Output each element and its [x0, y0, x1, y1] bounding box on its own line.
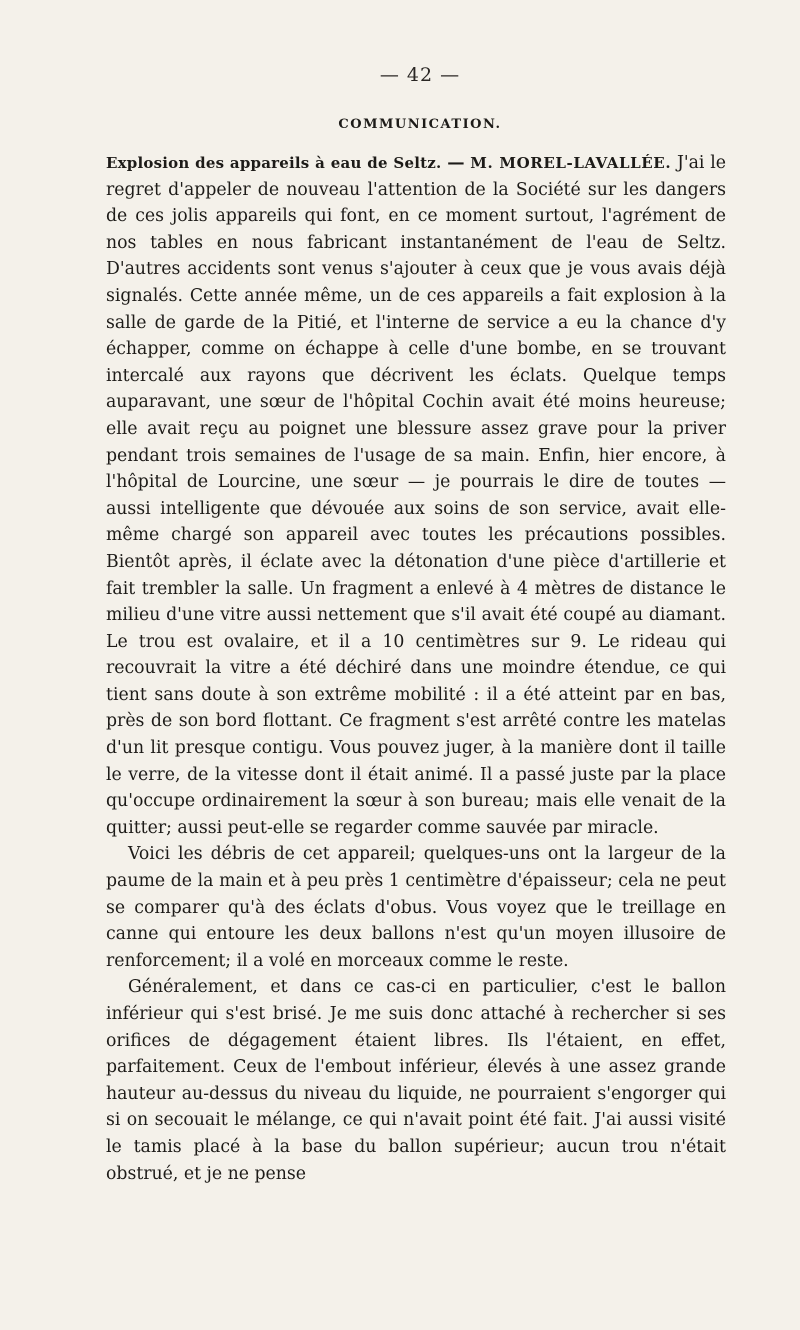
- paragraph-3: Généralement, et dans ce cas-ci en particulier, c'est le ballon inférieur qui s'est brisé. Je me suis donc attaché à rechercher si ses orifices de dégagement étaient libres. Ils l'étaient, en effet, parfaitement. Ceux de l'embout inférieur, élevés à une assez grande hauteur au-dessus du niveau du liquide, ne pourraient s'engorger qui si on secouait le mélange, ce qui n'avait point été fait. J'ai aussi visité le tamis placé à la base du ballon supérieur; aucun trou n'était obstrué, et je ne pense: [106, 977, 726, 1184]
- title-dash: —: [447, 153, 465, 173]
- paragraph-1: [106, 150, 726, 841]
- paragraph-2: Voici les débris de cet appareil; quelques-uns ont la largeur de la paume de la main et à peu près 1 centimètre d'épaisseur; cela ne peut se comparer qu'à des éclats d'obus. Vous voyez que le treillage en canne qui entoure les deux ballons n'est qu'un moyen illusoire de renforcement; il a volé en morceaux comme le reste.: [106, 844, 726, 971]
- article-title: Explosion des appareils à eau de Seltz.: [106, 154, 442, 172]
- article-body: [106, 150, 726, 1187]
- paragraph-text: J'ai le regret d'appeler de nouveau l'attention de la Société sur les dangers de ces jolis appareils qui font, en ce moment surtout, l'agrément de nos tables en nous fabricant instantanément de l'eau de Seltz. D'autres accidents sont venus s'ajouter à ceux que je vous avais déjà signalés. Cette année même, un de ces appareils a fait explosion à la salle de garde de la Pitié, et l'interne de service a eu la chance d'y échapper, comme on échappe à celle d'une bombe, en se trouvant intercalé aux rayons que décrivent les éclats. Quelque temps auparavant, une sœur de l'hôpital Cochin avait été moins heureuse; elle avait reçu au poignet une blessure assez grave pour la priver pendant trois semaines de l'usage de sa main. Enfin, hier encore, à l'hôpital de Lourcine, une sœur — je pourrais le dire de toutes — aussi intelligente que dévouée aux soins de son service, avait elle-même chargé son appareil avec toutes les précautions possibles. Bientôt après, il éclate avec la détonation d'une pièce d'artillerie et fait trembler la salle. Un fragment a enlevé à 4 mètres de distance le milieu d'une vitre aussi nettement que s'il avait été coupé au diamant. Le trou est ovalaire, et il a 10 centimètres sur 9. Le rideau qui recouvrait la vitre a été déchiré dans une moindre étendue, ce qui tient sans doute à son extrême mobilité : il a été atteint par en bas, près de son bord flottant. Ce fragment s'est arrêté contre les matelas d'un lit presque contigu. Vous pouvez juger, à la manière dont il taille le verre, de la vitesse dont il était animé. Il a passé juste par la place qu'occupe ordinairement la sœur à son bureau; mais elle venait de la quitter; aussi peut-elle se regarder comme sauvée par miracle.: [106, 153, 726, 838]
- article-author: M. MOREL-LAVALLÉE.: [470, 154, 672, 172]
- page-number: — 42 —: [379, 64, 461, 86]
- section-heading: COMMUNICATION.: [338, 117, 502, 132]
